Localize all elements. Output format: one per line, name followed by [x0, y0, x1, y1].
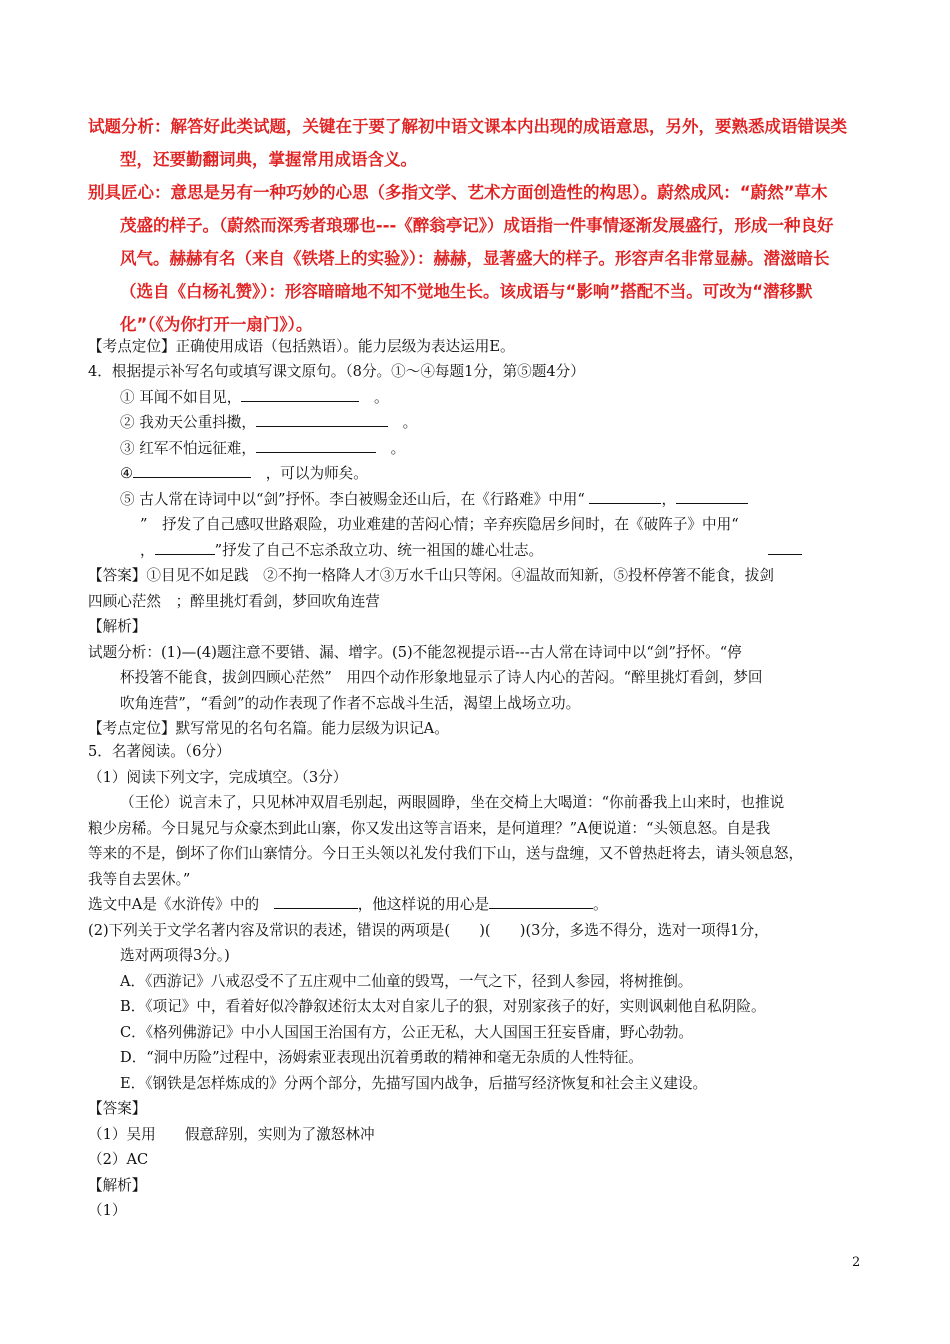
q4-jiexi-label: 【解析】: [88, 618, 147, 635]
red-analysis-block: [88, 110, 868, 341]
page-number: 2: [852, 1255, 861, 1270]
blank: [133, 461, 251, 478]
blank: [768, 538, 802, 555]
analysis-line: 茂盛的样子。（蔚然而深秀者琅琊也---《醉翁亭记》）成语指一件事情逐渐发展盛行，形成一种良好: [120, 216, 834, 235]
q5-option-b: B．《项记》中，看着好似冷静叙述衍太太对自家儿子的狠，对别家孩子的好，实则讽刺他自私阴险。: [120, 998, 766, 1015]
q3-point-block: [88, 334, 868, 360]
blank: [676, 487, 748, 504]
blank: [489, 892, 593, 909]
q4-analysis: 试题分析：(1)—(4)题注意不要错、漏、增字。(5)不能忽视提示语---古人常在诗词中以“剑”抒怀。“停: [88, 643, 742, 661]
q4-answer-cont: 四顾心茫然 ；醉里挑灯看剑，梦回吹角连营: [88, 592, 380, 610]
q5-passage: 等来的不是，倒坏了你们山寨情分。今日王头领以礼发付我们下山，送与盘缠，又不曾热赶将去，请头领息怒，: [88, 845, 804, 862]
q5-option-a: A．《西游记》八戒忍受不了五庄观中二仙童的毁骂，一气之下，径到人参园，将树推倒。: [120, 972, 693, 990]
analysis-line: 型，还要勤翻词典，掌握常用成语含义。: [120, 150, 417, 169]
analysis-line: 别具匠心：意思是另有一种巧妙的心思（多指文学、艺术方面创造性的构思）。蔚然成风：“蔚然”草木: [88, 183, 828, 202]
q5-fill: 选文中A是《水浒传》中的 ，他这样说的用心是 。: [88, 892, 868, 918]
blank: [155, 538, 215, 555]
q4-analysis-cont: 吹角连营”，“看剑”的动作表现了作者不忘战斗生活，渴望上战场立功。: [120, 694, 581, 712]
q4-point: 【考点定位】默写常见的名句名篇。能力层级为识记A。: [88, 720, 449, 737]
q5-passage: 粮少房稀。今日晁兄与众豪杰到此山寨，你又发出这等言语来，是何道理？”A便说道：“头领息怒。自是我: [88, 819, 771, 837]
q5-jiexi-1: （1）: [88, 1202, 127, 1219]
blank: [241, 385, 359, 402]
analysis-line: 风气。赫赫有名（来自《铁塔上的实验》）：赫赫，显著盛大的样子。形容声名非常显赫。潜滋暗长: [120, 249, 830, 268]
q5-title: 5．名著阅读。（6分）: [88, 743, 231, 760]
q4-item-1: ① 耳闻不如目见， 。: [88, 385, 868, 411]
q3-point: 【考点定位】正确使用成语（包括熟语）。能力层级为表达运用E。: [88, 338, 515, 355]
q5-passage: 我等自去罢休。”: [88, 870, 191, 888]
blank: [589, 487, 661, 504]
q5-answer-label: 【答案】: [88, 1100, 147, 1117]
analysis-line: 试题分析：解答好此类试题，关键在于要了解初中语文课本内出现的成语意思，另外，要熟悉成语错误类: [88, 117, 847, 136]
q5-option-c: C．《格列佛游记》中小人国国王治国有方，公正无私，大人国国王狂妄昏庸，野心勃勃。: [120, 1023, 694, 1041]
blank: [256, 410, 388, 427]
blank: [274, 892, 358, 909]
q5-sub2-cont: 选对两项得3分。): [120, 947, 230, 964]
analysis-line: 化”（《为你打开一扇门》）。: [120, 315, 313, 334]
q4-item-5-cont: ” 抒发了自己感叹世路艰险，功业难建的苦闷心情；辛弃疾隐居乡间时，在《破阵子》中用“: [140, 516, 739, 533]
q4-item-3: ③ 红军不怕远征难， 。: [88, 436, 868, 462]
q5-jiexi-label: 【解析】: [88, 1176, 147, 1194]
blank: [256, 436, 376, 453]
q5-passage: （王伦）说言未了，只见林冲双眉毛别起，两眼圆睁，坐在交椅上大喝道：“你前番我上山来时，也推说: [120, 794, 785, 811]
q4-answer: 【答案】①目见不如足践 ②不拘一格降人才③万水千山只等闲。④温故而知新，⑤投杯停箸不能食，拔剑: [88, 567, 774, 584]
q4-item-2: ② 我劝天公重抖擞， 。: [88, 410, 868, 436]
q5-sub1: （1）阅读下列文字，完成填空。（3分）: [88, 768, 348, 786]
q5-option-d: D．“洞中历险”过程中，汤姆索亚表现出沉着勇敢的精神和毫无杂质的人性特征。: [120, 1049, 643, 1066]
q4-item-4: ④ ，可以为师矣。: [88, 461, 868, 487]
analysis-line: （选自《白杨礼赞》）：形容暗暗地不知不觉地生长。该成语与“影响”搭配不当。可改为“潜移默: [120, 282, 813, 301]
q5-sub2: (2)下列关于文学名著内容及常识的表述，错误的两项是( )( )(3分，多选不得分，选对一项得1分，: [88, 921, 769, 939]
q4-item-5-end: ， ”抒发了自己不忘杀敌立功、统一祖国的雄心壮志。: [88, 538, 868, 564]
q4-analysis-cont: 杯投箸不能食，拔剑四顾心茫然” 用四个动作形象地显示了诗人内心的苦闷。“醉里挑灯看剑，梦回: [120, 669, 763, 686]
question-4: [88, 359, 868, 742]
q4-title: 4．根据提示补写名句或填写课文原句。（8分。①～④每题1分，第⑤题4分）: [88, 363, 585, 380]
q5-answer-2: （2）AC: [88, 1151, 149, 1168]
q5-option-e: E．《钢铁是怎样炼成的》分两个部分，先描写国内战争，后描写经济恢复和社会主义建设。: [120, 1074, 708, 1092]
question-5: [88, 739, 868, 1224]
q4-item-5: ⑤ 古人常在诗词中以“剑”抒怀。李白被赐金还山后，在《行路难》中用“ ，: [88, 487, 868, 513]
q5-answer-1: （1）吴用 假意辞别，实则为了激怒林冲: [88, 1125, 375, 1143]
